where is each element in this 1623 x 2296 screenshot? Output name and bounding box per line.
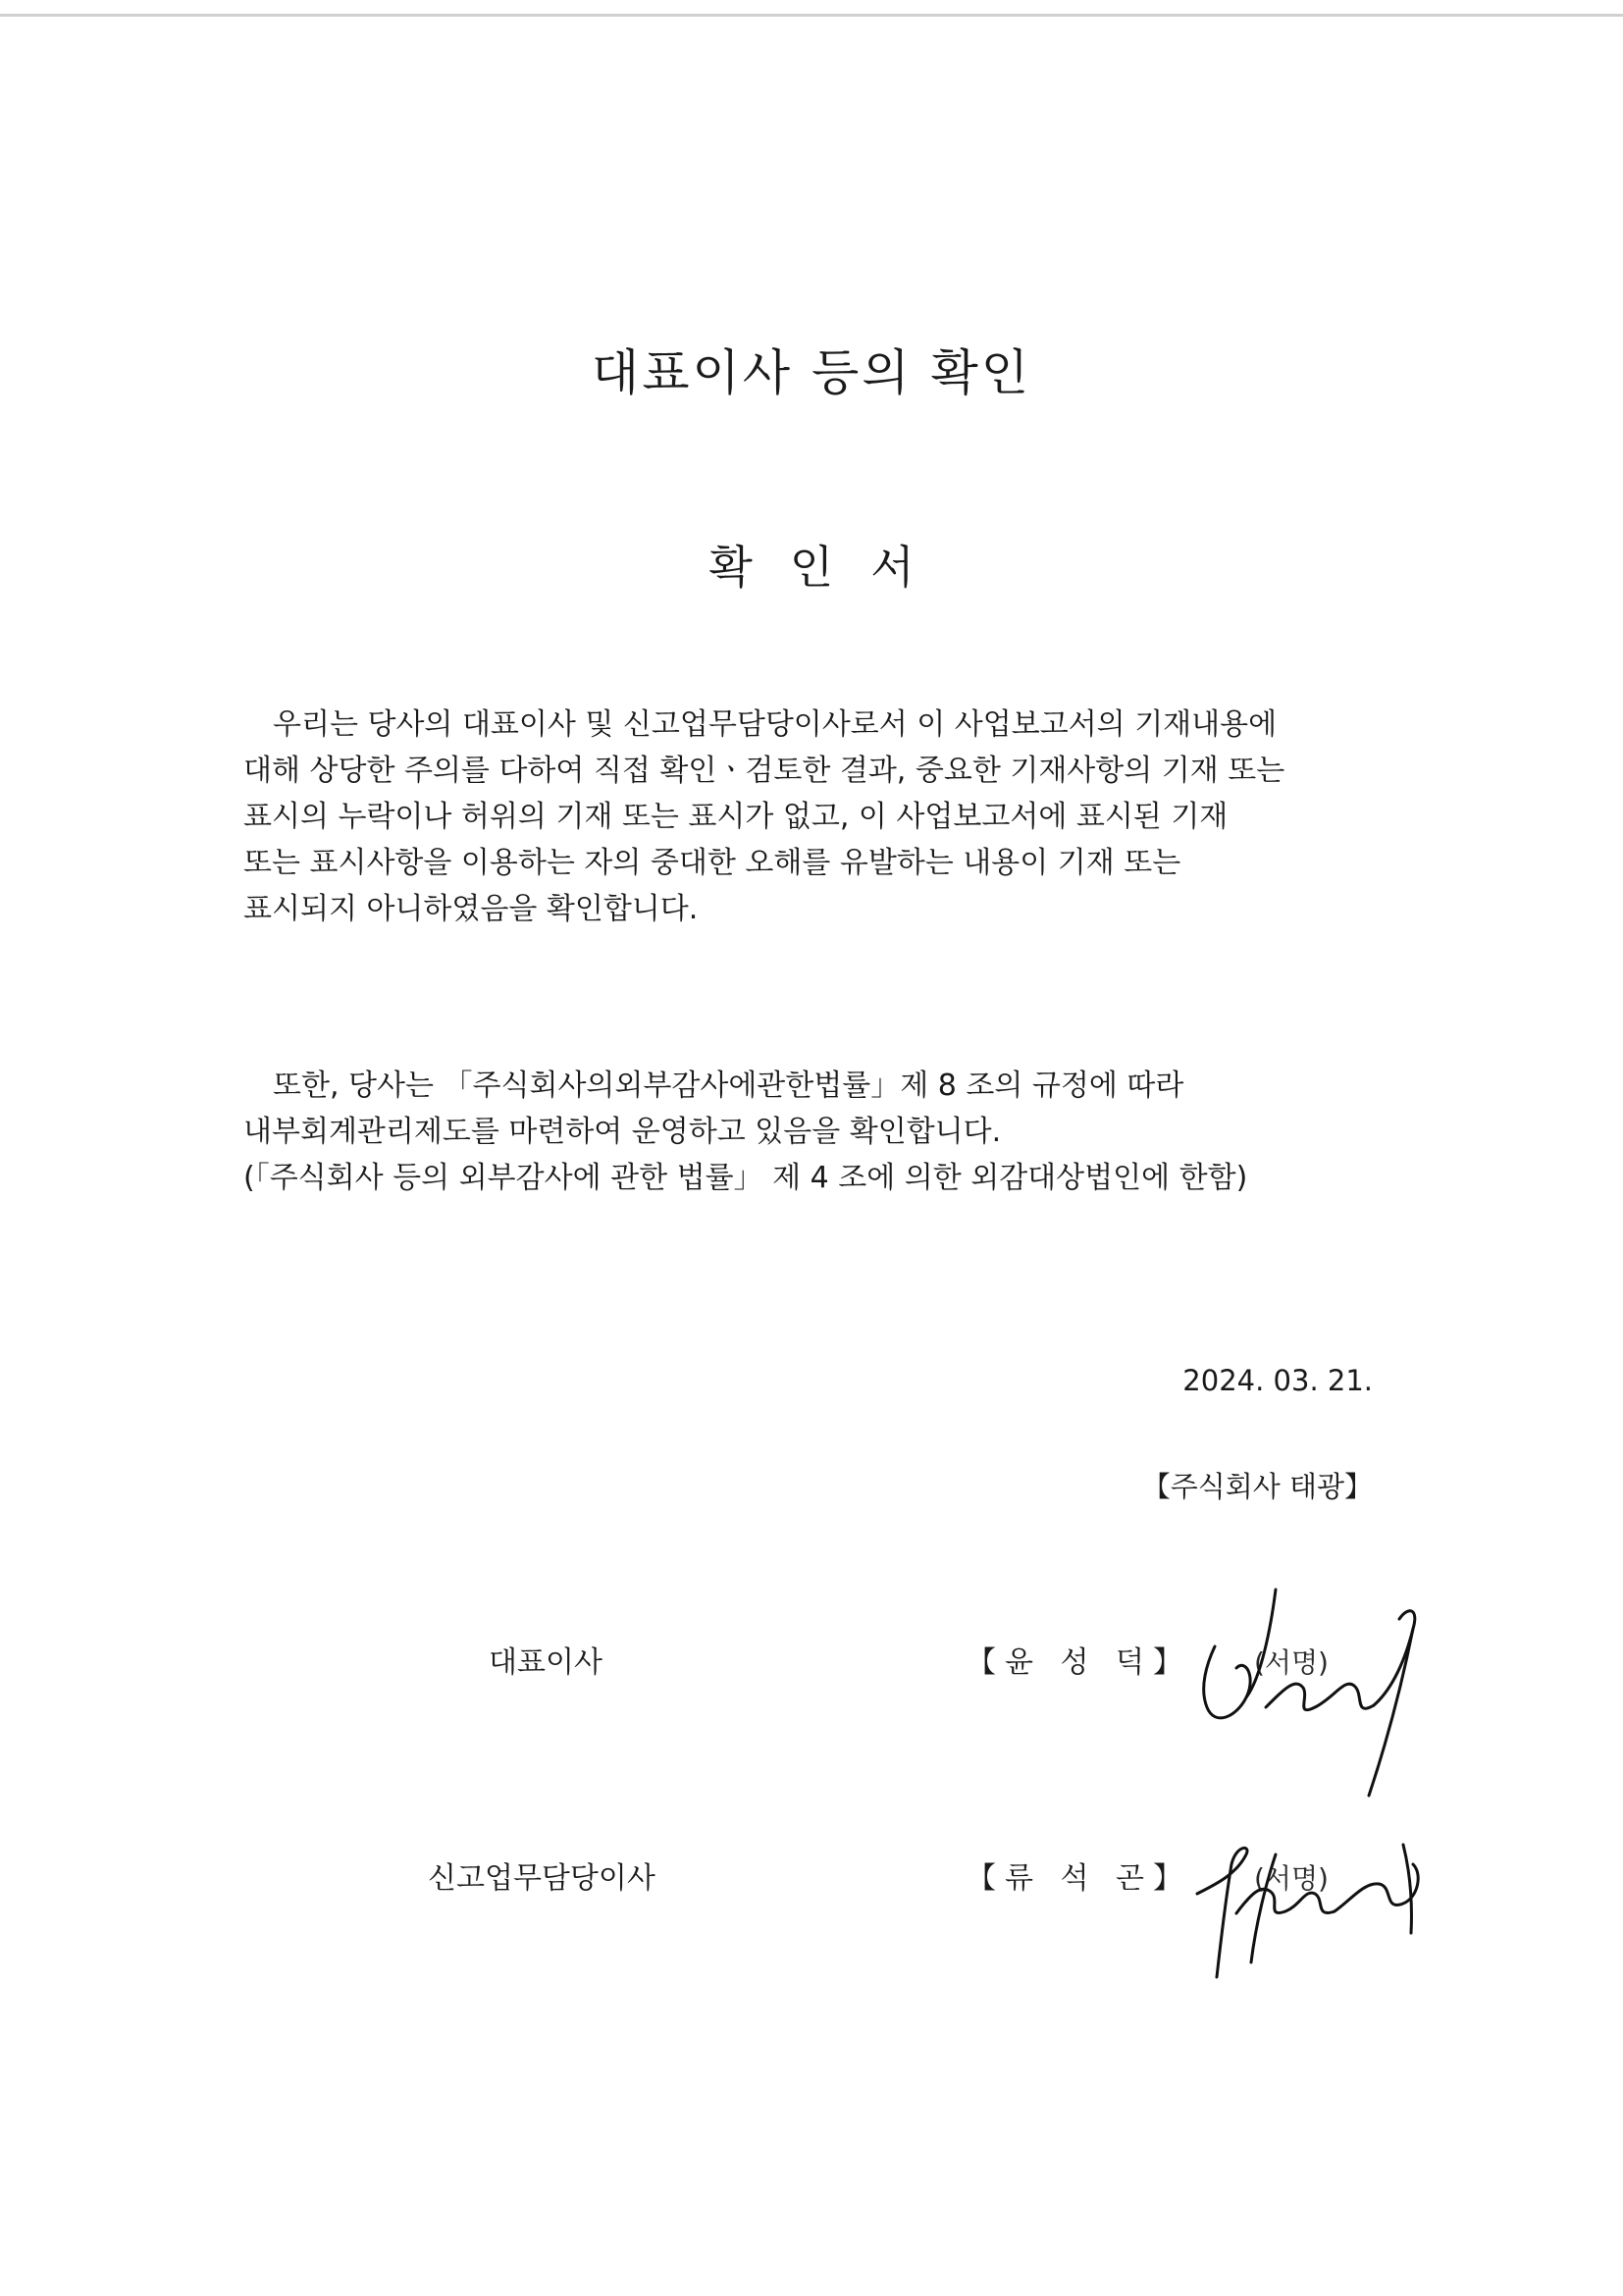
signature-stroke [1369,1629,1413,1796]
paragraph-line: 또한, 당사는 「주식회사의외부감사에관한법률」제 8 조의 규정에 따라 [273,1069,1184,1103]
paragraph-line: 표시되지 아니하였음을 확인합니다. [243,892,699,926]
ceo-sign-label: (서명) [1254,1646,1329,1679]
signature-stroke [1251,1854,1276,1962]
signature-stroke [1266,1684,1374,1710]
document-title: 대표이사 등의 확인 [591,344,1032,401]
signature-stroke [1197,1848,1247,1977]
ceo-name: 【윤 성 덕】 [967,1645,1192,1680]
page-top-edge [0,14,1623,17]
reporting-director-name: 【류 석 곤】 [967,1861,1192,1896]
signature-stroke [1403,1845,1411,1933]
internal-control-paragraph [243,1063,1421,1201]
paragraph-line: 우리는 당사의 대표이사 및 신고업무담당이사로서 이 사업보고서의 기재내용에 [273,707,1278,742]
ceo-signature [1178,1570,1433,1805]
paragraph-line: 대해 상당한 주의를 다하여 직접 확인ㆍ검토한 결과, 중요한 기재사항의 기재 또는 [243,754,1285,788]
ceo-role-label: 대표이사 [489,1645,602,1680]
company-name: 【주식회사 태광】 [1141,1470,1373,1503]
signature-stroke [1204,1646,1250,1718]
paragraph-line: 또는 표시사항을 이용하는 자의 중대한 오해를 유발하는 내용이 기재 또는 [243,846,1181,880]
signature-stroke [1374,1611,1415,1705]
reporting-director-signature [1178,1796,1433,1992]
reporting-director-sign-label: (서명) [1254,1862,1329,1895]
document-date: 2024. 03. 21. [1182,1364,1373,1397]
signature-stroke [1236,1889,1335,1913]
paragraph-line: 표시의 누락이나 허위의 기재 또는 표시가 없고, 이 사업보고서에 표시된 기재 [243,800,1229,834]
document-subtitle: 확인서 [708,541,952,594]
paragraph-line: (「주식회사 등의 외부감사에 관한 법률」 제 4 조에 의한 외감대상법인에 한함) [243,1161,1248,1195]
signature-stroke [1335,1864,1418,1911]
reporting-director-role-label: 신고업무담당이사 [428,1861,655,1896]
paragraph-line: 내부회계관리제도를 마련하여 운영하고 있음을 확인합니다. [243,1115,1002,1149]
confirmation-paragraph [243,702,1421,932]
